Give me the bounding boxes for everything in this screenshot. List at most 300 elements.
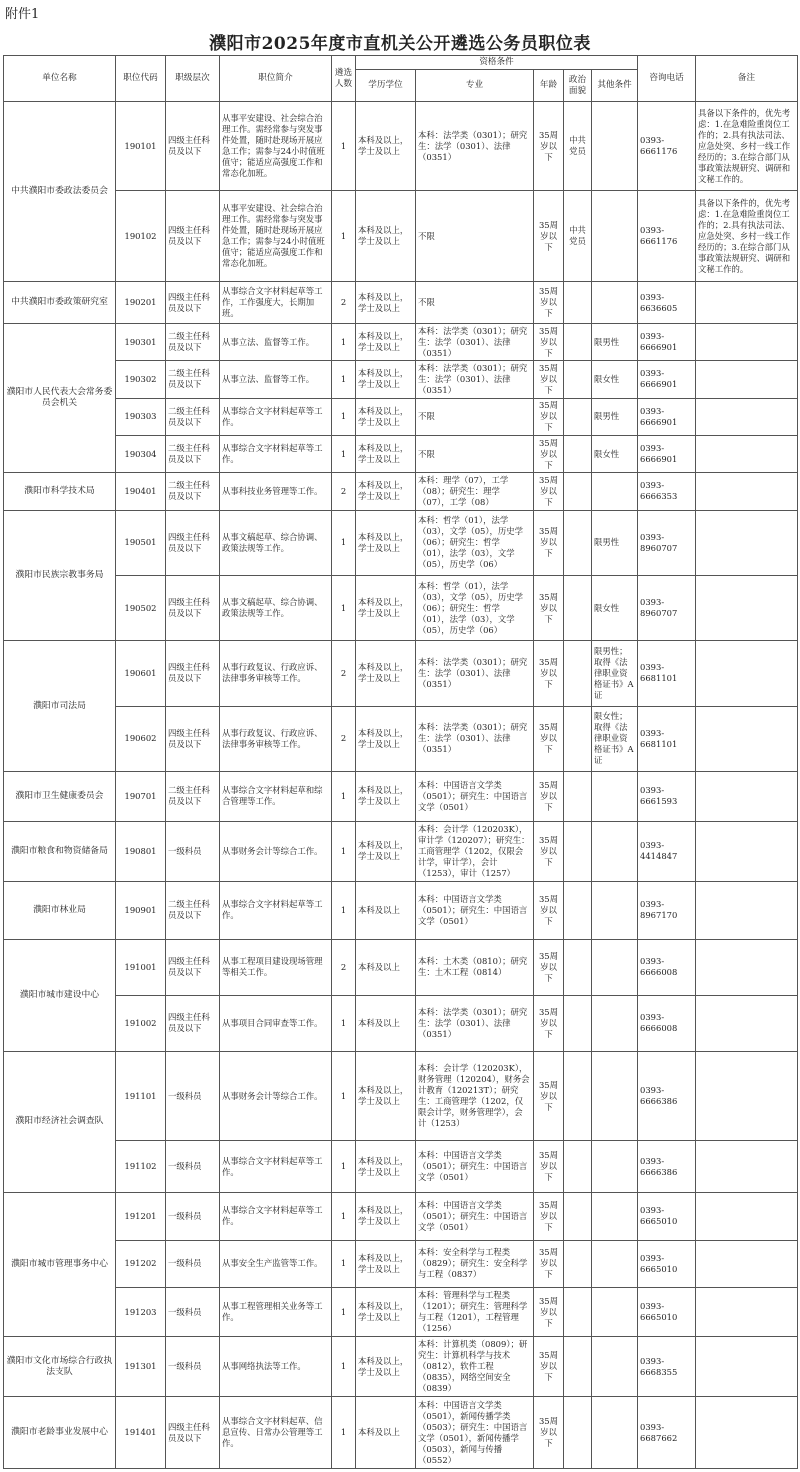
position-education: 本科及以上，学士及以上 — [356, 821, 416, 881]
position-education: 本科及以上，学士及以上 — [356, 575, 416, 640]
position-age: 35周岁以下 — [534, 191, 564, 282]
position-level: 四级主任科员及以下 — [166, 102, 220, 191]
position-education: 本科及以上 — [356, 881, 416, 939]
position-count: 1 — [332, 1051, 356, 1140]
unit-name: 中共濮阳市委政策研究室 — [4, 282, 116, 323]
table-row — [4, 995, 798, 1051]
position-education: 本科及以上，学士及以上 — [356, 1240, 416, 1288]
position-education: 本科及以上，学士及以上 — [356, 1141, 416, 1193]
position-phone: 0393-6666901 — [638, 361, 696, 398]
position-intro: 从事综合文字材料起草等工作。 — [220, 1192, 332, 1240]
position-major: 本科：哲学（01），法学（03），文学（05），历史学（06）；研究生：哲学（01），法学（03），文学（05），历史学（06） — [416, 575, 534, 640]
position-other — [592, 1141, 638, 1193]
position-other — [592, 282, 638, 323]
position-intro: 从事平安建设、社会综合治理工作。需经常参与突发事件处置，随时赴现场开展应急工作；需参与24小时值班值守；能适应高强度工作和常态化加班。 — [220, 102, 332, 191]
position-age: 35周岁以下 — [534, 1397, 564, 1469]
position-intro: 从事科技业务管理等工作。 — [220, 473, 332, 510]
table-row — [4, 939, 798, 995]
position-code: 191001 — [116, 939, 166, 995]
table-row — [4, 706, 798, 771]
position-phone: 0393-6666386 — [638, 1141, 696, 1193]
position-other — [592, 1051, 638, 1140]
position-remark: 具备以下条件的，优先考虑：1.在急难险重岗位工作的；2.具有执法司法、应急处突、乡村一线工作经历的；3.在综合部门从事政策法规研究、调研和文秘工作的。 — [696, 191, 798, 282]
position-code: 191203 — [116, 1288, 166, 1337]
position-major: 本科：法学类（0301）；研究生：法学（0301）、法律（0351） — [416, 323, 534, 360]
table-row — [4, 821, 798, 881]
position-phone: 0393-6681101 — [638, 706, 696, 771]
position-remark — [696, 575, 798, 640]
unit-name: 濮阳市经济社会调查队 — [4, 1051, 116, 1192]
position-count: 1 — [332, 771, 356, 821]
unit-name: 濮阳市老龄事业发展中心 — [4, 1397, 116, 1469]
position-education: 本科及以上 — [356, 939, 416, 995]
position-other: 限女性 — [592, 435, 638, 472]
table-row — [4, 1397, 798, 1469]
position-level: 一级科员 — [166, 821, 220, 881]
unit-name: 濮阳市林业局 — [4, 881, 116, 939]
position-major: 本科：哲学（01），法学（03），文学（05），历史学（06）；研究生：哲学（01），法学（03），文学（05），历史学（06） — [416, 510, 534, 575]
position-remark — [696, 1240, 798, 1288]
position-other: 限女性 — [592, 361, 638, 398]
position-level: 一级科员 — [166, 1141, 220, 1193]
position-code: 191201 — [116, 1192, 166, 1240]
position-politics — [564, 1240, 592, 1288]
position-politics — [564, 1051, 592, 1140]
position-count: 1 — [332, 102, 356, 191]
position-phone: 0393-8960707 — [638, 510, 696, 575]
position-intro: 从事综合文字材料起草等工作。 — [220, 1141, 332, 1193]
unit-name: 中共濮阳市委政法委员会 — [4, 102, 116, 282]
table-row — [4, 361, 798, 398]
table-row — [4, 510, 798, 575]
table-row — [4, 323, 798, 360]
position-age: 35周岁以下 — [534, 1288, 564, 1337]
position-level: 四级主任科员及以下 — [166, 191, 220, 282]
position-remark — [696, 323, 798, 360]
position-code: 190102 — [116, 191, 166, 282]
position-other — [592, 939, 638, 995]
position-code: 190701 — [116, 771, 166, 821]
position-age: 35周岁以下 — [534, 939, 564, 995]
position-education: 本科及以上，学士及以上 — [356, 323, 416, 360]
position-phone: 0393-6668355 — [638, 1337, 696, 1397]
position-phone: 0393-6665010 — [638, 1240, 696, 1288]
position-code: 191401 — [116, 1397, 166, 1469]
position-code: 190801 — [116, 821, 166, 881]
position-major: 本科：法学类（0301）；研究生：法学（0301）、法律（0351） — [416, 102, 534, 191]
position-other — [592, 995, 638, 1051]
position-count: 1 — [332, 1337, 356, 1397]
unit-name: 濮阳市城市管理事务中心 — [4, 1192, 116, 1336]
position-major: 本科：法学类（0301）；研究生：法学（0301）、法律（0351） — [416, 361, 534, 398]
position-intro: 从事行政复议、行政应诉、法律事务审核等工作。 — [220, 706, 332, 771]
position-level: 一级科员 — [166, 1240, 220, 1288]
position-major: 本科：理学（07），工学（08）；研究生：理学（07），工学（08） — [416, 473, 534, 510]
position-education: 本科及以上 — [356, 1397, 416, 1469]
position-remark — [696, 473, 798, 510]
position-major: 本科：土木类（0810）；研究生：土木工程（0814） — [416, 939, 534, 995]
position-education: 本科及以上，学士及以上 — [356, 706, 416, 771]
table-row — [4, 1141, 798, 1193]
position-code: 191301 — [116, 1337, 166, 1397]
position-major: 本科：安全科学与工程类（0829）；研究生：安全科学与工程（0837） — [416, 1240, 534, 1288]
table-row — [4, 1240, 798, 1288]
position-remark — [696, 995, 798, 1051]
position-code: 190304 — [116, 435, 166, 472]
position-phone: 0393-6666353 — [638, 473, 696, 510]
position-other — [592, 1240, 638, 1288]
position-age: 35周岁以下 — [534, 282, 564, 323]
position-level: 四级主任科员及以下 — [166, 706, 220, 771]
position-intro: 从事立法、监督等工作。 — [220, 361, 332, 398]
unit-name: 濮阳市民族宗教事务局 — [4, 510, 116, 641]
position-politics — [564, 398, 592, 435]
position-code: 190303 — [116, 398, 166, 435]
table-row — [4, 771, 798, 821]
position-other: 限女性 — [592, 575, 638, 640]
position-education: 本科及以上 — [356, 995, 416, 1051]
position-age: 35周岁以下 — [534, 323, 564, 360]
position-count: 1 — [332, 435, 356, 472]
position-other — [592, 881, 638, 939]
position-intro: 从事工程管理相关业务等工作。 — [220, 1288, 332, 1337]
position-age: 35周岁以下 — [534, 1051, 564, 1140]
position-code: 190601 — [116, 641, 166, 706]
position-count: 1 — [332, 1288, 356, 1337]
position-code: 190901 — [116, 881, 166, 939]
position-count: 2 — [332, 473, 356, 510]
header-education: 学历学位 — [356, 70, 416, 102]
position-count: 1 — [332, 575, 356, 640]
position-politics — [564, 1141, 592, 1193]
position-other: 限男性 — [592, 323, 638, 360]
position-intro: 从事综合文字材料起草等工作，工作强度大，长期加班。 — [220, 282, 332, 323]
position-level: 二级主任科员及以下 — [166, 361, 220, 398]
position-count: 1 — [332, 510, 356, 575]
position-other — [592, 191, 638, 282]
position-politics — [564, 1192, 592, 1240]
position-politics — [564, 641, 592, 706]
position-age: 35周岁以下 — [534, 995, 564, 1051]
table-row — [4, 881, 798, 939]
position-major: 本科：会计学（120203K），审计学（120207）；研究生：工商管理学（1202，仅限会计学，审计学），会计（1253），审计（1257） — [416, 821, 534, 881]
header-major: 专业 — [416, 70, 534, 102]
position-age: 35周岁以下 — [534, 435, 564, 472]
header-count: 遴选人数 — [332, 56, 356, 102]
table-row — [4, 1051, 798, 1140]
position-phone: 0393-6661176 — [638, 191, 696, 282]
table-row — [4, 398, 798, 435]
position-age: 35周岁以下 — [534, 771, 564, 821]
position-intro: 从事项目合同审查等工作。 — [220, 995, 332, 1051]
position-education: 本科及以上，学士及以上 — [356, 398, 416, 435]
unit-name: 濮阳市司法局 — [4, 641, 116, 772]
position-politics — [564, 706, 592, 771]
position-remark: 具备以下条件的，优先考虑：1.在急难险重岗位工作的；2.具有执法司法、应急处突、乡村一线工作经历的；3.在综合部门从事政策法规研究、调研和文秘工作的。 — [696, 102, 798, 191]
position-remark — [696, 510, 798, 575]
position-intro: 从事财务会计等综合工作。 — [220, 821, 332, 881]
position-level: 四级主任科员及以下 — [166, 995, 220, 1051]
position-phone: 0393-6666386 — [638, 1051, 696, 1140]
position-age: 35周岁以下 — [534, 473, 564, 510]
position-level: 一级科员 — [166, 1192, 220, 1240]
position-education: 本科及以上，学士及以上 — [356, 1192, 416, 1240]
position-remark — [696, 1051, 798, 1140]
position-count: 1 — [332, 1141, 356, 1193]
table-row — [4, 191, 798, 282]
position-code: 191102 — [116, 1141, 166, 1193]
position-age: 35周岁以下 — [534, 641, 564, 706]
position-code: 190502 — [116, 575, 166, 640]
position-other — [592, 473, 638, 510]
position-phone: 0393-6636605 — [638, 282, 696, 323]
position-age: 35周岁以下 — [534, 706, 564, 771]
position-intro: 从事文稿起草、综合协调、政策法规等工作。 — [220, 510, 332, 575]
position-politics — [564, 771, 592, 821]
table-row — [4, 1288, 798, 1337]
position-education: 本科及以上，学士及以上 — [356, 473, 416, 510]
position-age: 35周岁以下 — [534, 821, 564, 881]
position-intro: 从事综合文字材料起草等工作。 — [220, 881, 332, 939]
position-education: 本科及以上，学士及以上 — [356, 435, 416, 472]
unit-name: 濮阳市城市建设中心 — [4, 939, 116, 1051]
position-politics: 中共党员 — [564, 191, 592, 282]
position-remark — [696, 771, 798, 821]
position-remark — [696, 821, 798, 881]
position-remark — [696, 435, 798, 472]
position-level: 二级主任科员及以下 — [166, 473, 220, 510]
position-major: 不限 — [416, 398, 534, 435]
position-code: 191002 — [116, 995, 166, 1051]
position-politics — [564, 1288, 592, 1337]
position-phone: 0393-8967170 — [638, 881, 696, 939]
position-politics — [564, 995, 592, 1051]
position-count: 1 — [332, 1192, 356, 1240]
position-education: 本科及以上，学士及以上 — [356, 1337, 416, 1397]
position-politics — [564, 821, 592, 881]
position-remark — [696, 398, 798, 435]
unit-name: 濮阳市文化市场综合行政执法支队 — [4, 1337, 116, 1397]
position-phone: 0393-6666901 — [638, 323, 696, 360]
position-politics — [564, 282, 592, 323]
table-row — [4, 473, 798, 510]
position-politics — [564, 361, 592, 398]
position-phone: 0393-6666008 — [638, 995, 696, 1051]
position-intro: 从事综合文字材料起草、信息宣传、日常办公管理等工作。 — [220, 1397, 332, 1469]
position-other: 限男性 — [592, 398, 638, 435]
position-level: 一级科员 — [166, 1288, 220, 1337]
position-education: 本科及以上，学士及以上 — [356, 191, 416, 282]
position-other — [592, 1397, 638, 1469]
position-count: 1 — [332, 323, 356, 360]
position-age: 35周岁以下 — [534, 510, 564, 575]
header-unit: 单位名称 — [4, 56, 116, 102]
position-code: 190602 — [116, 706, 166, 771]
position-age: 35周岁以下 — [534, 102, 564, 191]
unit-name: 濮阳市卫生健康委员会 — [4, 771, 116, 821]
position-age: 35周岁以下 — [534, 881, 564, 939]
position-education: 本科及以上，学士及以上 — [356, 102, 416, 191]
position-phone: 0393-6666008 — [638, 939, 696, 995]
position-level: 二级主任科员及以下 — [166, 881, 220, 939]
position-remark — [696, 1288, 798, 1337]
position-remark — [696, 1192, 798, 1240]
position-count: 1 — [332, 1240, 356, 1288]
position-intro: 从事行政复议、行政应诉、法律事务审核等工作。 — [220, 641, 332, 706]
position-major: 本科：中国语言文学类（0501），新闻传播学类（0503）；研究生：中国语言文学（0501），新闻传播学（0503），新闻与传播（0552） — [416, 1397, 534, 1469]
position-major: 本科：计算机类（0809）；研究生：计算机科学与技术（0812），软件工程（0835），网络空间安全（0839） — [416, 1337, 534, 1397]
position-count: 2 — [332, 641, 356, 706]
position-level: 四级主任科员及以下 — [166, 939, 220, 995]
position-level: 四级主任科员及以下 — [166, 282, 220, 323]
header-age: 年龄 — [534, 70, 564, 102]
position-age: 35周岁以下 — [534, 575, 564, 640]
header-remark: 备注 — [696, 56, 798, 102]
position-phone: 0393-6661593 — [638, 771, 696, 821]
position-major: 本科：管理科学与工程类（1201）；研究生：管理科学与工程（1201），工程管理（1256） — [416, 1288, 534, 1337]
position-intro: 从事工程项目建设现场管理等相关工作。 — [220, 939, 332, 995]
table-row — [4, 435, 798, 472]
position-major: 本科：中国语言文学类（0501）；研究生：中国语言文学（0501） — [416, 881, 534, 939]
position-intro: 从事安全生产监管等工作。 — [220, 1240, 332, 1288]
table-row — [4, 102, 798, 191]
position-politics — [564, 510, 592, 575]
position-phone: 0393-6666901 — [638, 435, 696, 472]
position-phone: 0393-6665010 — [638, 1192, 696, 1240]
position-education: 本科及以上，学士及以上 — [356, 1051, 416, 1140]
position-level: 四级主任科员及以下 — [166, 641, 220, 706]
position-intro: 从事综合文字材料起草等工作。 — [220, 398, 332, 435]
position-major: 本科：中国语言文学类（0501）；研究生：中国语言文学（0501） — [416, 771, 534, 821]
position-politics — [564, 323, 592, 360]
position-other: 限男性；取得《法律职业资格证书》A证 — [592, 641, 638, 706]
position-level: 二级主任科员及以下 — [166, 398, 220, 435]
position-phone: 0393-6661176 — [638, 102, 696, 191]
position-code: 190401 — [116, 473, 166, 510]
position-count: 1 — [332, 1397, 356, 1469]
position-other — [592, 102, 638, 191]
position-count: 1 — [332, 995, 356, 1051]
header-politics: 政治面貌 — [564, 70, 592, 102]
position-major: 本科：中国语言文学类（0501）；研究生：中国语言文学（0501） — [416, 1192, 534, 1240]
positions-table — [3, 55, 798, 1469]
header-qualification: 资格条件 — [356, 56, 638, 70]
table-row — [4, 1192, 798, 1240]
position-major: 本科：中国语言文学类（0501）；研究生：中国语言文学（0501） — [416, 1141, 534, 1193]
position-phone: 0393-6687662 — [638, 1397, 696, 1469]
position-other — [592, 1288, 638, 1337]
position-age: 35周岁以下 — [534, 398, 564, 435]
position-intro: 从事综合文字材料起草和综合管理等工作。 — [220, 771, 332, 821]
position-intro: 从事立法、监督等工作。 — [220, 323, 332, 360]
position-remark — [696, 641, 798, 706]
position-level: 四级主任科员及以下 — [166, 510, 220, 575]
position-remark — [696, 881, 798, 939]
position-major: 不限 — [416, 191, 534, 282]
position-intro: 从事平安建设、社会综合治理工作。需经常参与突发事件处置，随时赴现场开展应急工作；需参与24小时值班值守；能适应高强度工作和常态化加班。 — [220, 191, 332, 282]
position-count: 1 — [332, 398, 356, 435]
position-remark — [696, 939, 798, 995]
position-count: 1 — [332, 361, 356, 398]
header-code: 职位代码 — [116, 56, 166, 102]
position-phone: 0393-4414847 — [638, 821, 696, 881]
position-education: 本科及以上，学士及以上 — [356, 510, 416, 575]
position-other — [592, 821, 638, 881]
unit-name: 濮阳市人民代表大会常务委员会机关 — [4, 323, 116, 472]
position-education: 本科及以上，学士及以上 — [356, 361, 416, 398]
position-phone: 0393-8960707 — [638, 575, 696, 640]
position-level: 二级主任科员及以下 — [166, 435, 220, 472]
header-level: 职级层次 — [166, 56, 220, 102]
header-intro: 职位简介 — [220, 56, 332, 102]
position-politics: 中共党员 — [564, 102, 592, 191]
position-major: 本科：法学类（0301）；研究生：法学（0301）、法律（0351） — [416, 995, 534, 1051]
position-level: 四级主任科员及以下 — [166, 575, 220, 640]
position-other: 限男性 — [592, 510, 638, 575]
unit-name: 濮阳市科学技术局 — [4, 473, 116, 510]
position-code: 190201 — [116, 282, 166, 323]
position-age: 35周岁以下 — [534, 1192, 564, 1240]
table-row — [4, 641, 798, 706]
position-major: 不限 — [416, 435, 534, 472]
position-intro: 从事网络执法等工作。 — [220, 1337, 332, 1397]
position-remark — [696, 1337, 798, 1397]
position-politics — [564, 1337, 592, 1397]
position-remark — [696, 361, 798, 398]
position-politics — [564, 473, 592, 510]
position-remark — [696, 1141, 798, 1193]
position-education: 本科及以上，学士及以上 — [356, 1288, 416, 1337]
position-intro: 从事综合文字材料起草等工作。 — [220, 435, 332, 472]
position-politics — [564, 881, 592, 939]
position-code: 190501 — [116, 510, 166, 575]
position-count: 1 — [332, 191, 356, 282]
table-row — [4, 1337, 798, 1397]
position-remark — [696, 706, 798, 771]
position-count: 1 — [332, 881, 356, 939]
position-age: 35周岁以下 — [534, 1240, 564, 1288]
position-major: 不限 — [416, 282, 534, 323]
position-politics — [564, 939, 592, 995]
position-intro: 从事文稿起草、综合协调、政策法规等工作。 — [220, 575, 332, 640]
header-other: 其他条件 — [592, 70, 638, 102]
table-row — [4, 282, 798, 323]
position-level: 二级主任科员及以下 — [166, 771, 220, 821]
position-education: 本科及以上，学士及以上 — [356, 771, 416, 821]
position-count: 2 — [332, 706, 356, 771]
position-age: 35周岁以下 — [534, 1141, 564, 1193]
position-age: 35周岁以下 — [534, 361, 564, 398]
position-count: 2 — [332, 939, 356, 995]
position-remark — [696, 1397, 798, 1469]
position-politics — [564, 435, 592, 472]
position-other: 限女性；取得《法律职业资格证书》A证 — [592, 706, 638, 771]
position-major: 本科：会计学（120203K），财务管理（120204），财务会计教育（120213T）；研究生：工商管理学（1202，仅限会计学，财务管理学），会计（1253） — [416, 1051, 534, 1140]
position-phone: 0393-6666901 — [638, 398, 696, 435]
position-education: 本科及以上，学士及以上 — [356, 641, 416, 706]
position-level: 一级科员 — [166, 1337, 220, 1397]
position-politics — [564, 1397, 592, 1469]
position-intro: 从事财务会计等综合工作。 — [220, 1051, 332, 1140]
position-other — [592, 1337, 638, 1397]
position-other — [592, 771, 638, 821]
header-phone: 咨询电话 — [638, 56, 696, 102]
position-count: 1 — [332, 821, 356, 881]
position-age: 35周岁以下 — [534, 1337, 564, 1397]
position-remark — [696, 282, 798, 323]
position-politics — [564, 575, 592, 640]
position-code: 190301 — [116, 323, 166, 360]
